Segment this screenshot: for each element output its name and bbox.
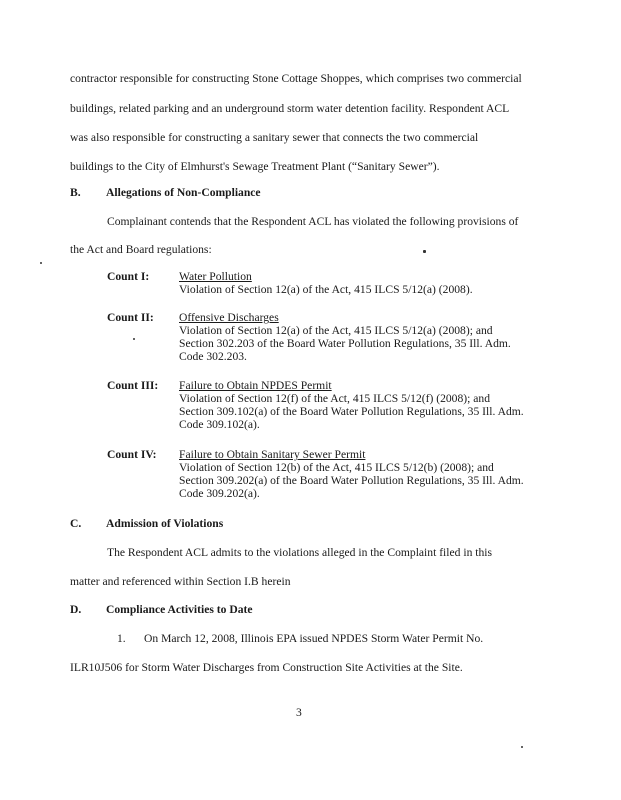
count-2-line-1: Violation of Section 12(a) of the Act, 415 ILCS 5/12(a) (2008); and [179, 324, 493, 337]
scan-speck [423, 250, 426, 253]
count-4-line-1: Violation of Section 12(b) of the Act, 415 ILCS 5/12(b) (2008); and [179, 461, 494, 474]
intro-line-3: was also responsible for constructing a sanitary sewer that connects the two commercial [70, 131, 479, 144]
count-1-body [179, 270, 547, 296]
count-1-label: Count I: [107, 270, 150, 283]
count-4-title: Failure to Obtain Sanitary Sewer Permit [179, 448, 366, 461]
count-4-line-2: Section 309.202(a) of the Board Water Pollution Regulations, 35 Ill. Adm. [179, 474, 524, 487]
section-d-item-line-2: ILR10J506 for Storm Water Discharges from Construction Site Activities at the Site. [70, 661, 463, 674]
count-4-line-3: Code 309.202(a). [179, 487, 260, 500]
count-3-title: Failure to Obtain NPDES Permit [179, 379, 332, 392]
section-d-letter: D. [70, 603, 82, 616]
section-d-item-number: 1. [117, 632, 126, 645]
section-d-heading [70, 603, 253, 617]
section-d-item-line-1: On March 12, 2008, Illinois EPA issued NPDES Storm Water Permit No. [144, 632, 484, 645]
section-c-line-2: matter and referenced within Section I.B herein [70, 575, 291, 588]
count-1-title: Water Pollution [179, 270, 252, 283]
section-c-heading [70, 517, 223, 531]
section-b-title: Allegations of Non-Compliance [106, 186, 261, 199]
intro-line-2: buildings, related parking and an underground storm water detention facility. Respondent ACL [70, 102, 510, 115]
section-c-line-1: The Respondent ACL admits to the violations alleged in the Complaint filed in this [107, 546, 493, 559]
section-b-line-2: the Act and Board regulations: [70, 243, 212, 256]
section-b-letter: B. [70, 186, 81, 199]
scan-speck [40, 262, 42, 264]
intro-line-1: contractor responsible for constructing Stone Cottage Shoppes, which comprises two commercial [70, 72, 522, 85]
count-2-line-3: Code 302.203. [179, 350, 247, 363]
count-2-title: Offensive Discharges [179, 311, 279, 324]
section-d-title: Compliance Activities to Date [106, 603, 253, 616]
count-3-line-1: Violation of Section 12(f) of the Act, 415 ILCS 5/12(f) (2008); and [179, 392, 490, 405]
count-4-body [179, 448, 547, 500]
count-3-label: Count III: [107, 379, 159, 392]
section-b-line-1: Complainant contends that the Respondent ACL has violated the following provisions of [107, 215, 519, 228]
section-c-letter: C. [70, 517, 82, 530]
count-2-body [179, 311, 547, 363]
count-4-label: Count IV: [107, 448, 157, 461]
page-number: 3 [296, 706, 302, 719]
count-3-line-3: Code 309.102(a). [179, 418, 260, 431]
count-1-line-1: Violation of Section 12(a) of the Act, 415 ILCS 5/12(a) (2008). [179, 283, 473, 296]
count-2-line-2: Section 302.203 of the Board Water Pollution Regulations, 35 Ill. Adm. [179, 337, 511, 350]
count-3-line-2: Section 309.102(a) of the Board Water Pollution Regulations, 35 Ill. Adm. [179, 405, 524, 418]
scan-speck [133, 338, 135, 340]
count-3-body [179, 379, 547, 431]
scan-speck [521, 746, 523, 748]
section-b-heading [70, 186, 261, 200]
intro-line-4: buildings to the City of Elmhurst's Sewage Treatment Plant (“Sanitary Sewer”). [70, 160, 440, 173]
count-2-label: Count II: [107, 311, 154, 324]
section-c-title: Admission of Violations [106, 517, 224, 530]
